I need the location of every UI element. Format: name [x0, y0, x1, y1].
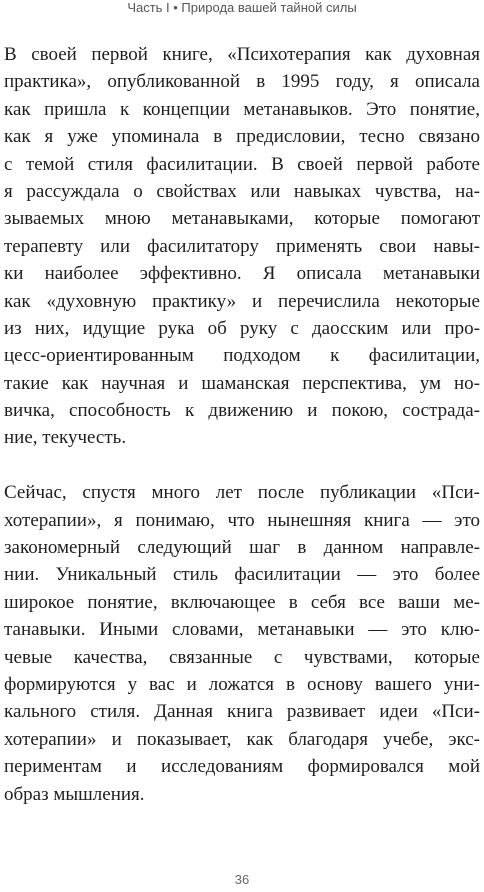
text-line: В своей первой книге, «Психотерапия как духовная: [4, 44, 480, 65]
text-line: формируются у вас и ложатся в основу вашего уни-: [4, 673, 480, 695]
paragraph-2: [4, 479, 480, 808]
text-line: как пришла к концепции метанавыков. Это понятие,: [4, 98, 480, 120]
text-line: практика», опубликованной в 1995 году, я описала: [4, 71, 480, 93]
text-line: ки наиболее эффективно. Я описала метанавыки: [4, 263, 480, 285]
text-line: цесс-ориентированным подходом к фасилитации,: [4, 345, 480, 367]
running-head: Часть I • Природа вашей тайной силы: [127, 0, 357, 15]
text-line: хотерапии», я понимаю, что нынешняя книга — это: [4, 509, 480, 531]
text-line: зываемых мною метанавыками, которые помогают: [4, 208, 480, 230]
text-line: периментам и исследованиям формировался мой: [4, 756, 480, 778]
text-line: хотерапии» и показывает, как благодаря учебе, экс-: [4, 728, 480, 750]
text-line: я рассуждала о свойствах или навыках чувства, на-: [4, 180, 480, 202]
text-line: как «духовную практику» и перечислила некоторые: [4, 290, 480, 312]
paragraph-1: [4, 41, 480, 452]
text-line: из них, идущие рука об руку с даосским или про-: [4, 317, 480, 339]
paragraph-spacer: [4, 452, 480, 479]
text-line: закономерный следующий шаг в данном направле-: [4, 537, 480, 559]
text-line: как я уже упоминала в предисловии, тесно связано: [4, 126, 480, 148]
text-line: ние, текучесть.: [4, 427, 127, 449]
text-line: вичка, способность к движению и покою, сострада-: [4, 400, 480, 422]
body-text: [4, 41, 480, 808]
text-line: чевые качества, связанные с чувствами, которые: [4, 646, 480, 668]
text-line: кального стиля. Данная книга развивает идеи «Пси-: [4, 701, 480, 723]
text-line: нии. Уникальный стиль фасилитации — это более: [4, 564, 480, 586]
text-line: терапевту или фасилитатору применять свои навы-: [4, 235, 480, 257]
text-line: широкое понятие, включающее в себя все ваши ме-: [4, 591, 480, 613]
text-line: образ мышления.: [4, 783, 145, 805]
text-line: такие как научная и шаманская перспектива, ум но-: [4, 372, 480, 394]
text-line: с темой стиля фасилитации. В своей первой работе: [4, 153, 480, 175]
text-line: Сейчас, спустя много лет после публикации «Пси-: [4, 482, 480, 504]
text-line: танавыки. Иными словами, метанавыки — это клю-: [4, 619, 480, 641]
page-number: 36: [234, 872, 250, 887]
